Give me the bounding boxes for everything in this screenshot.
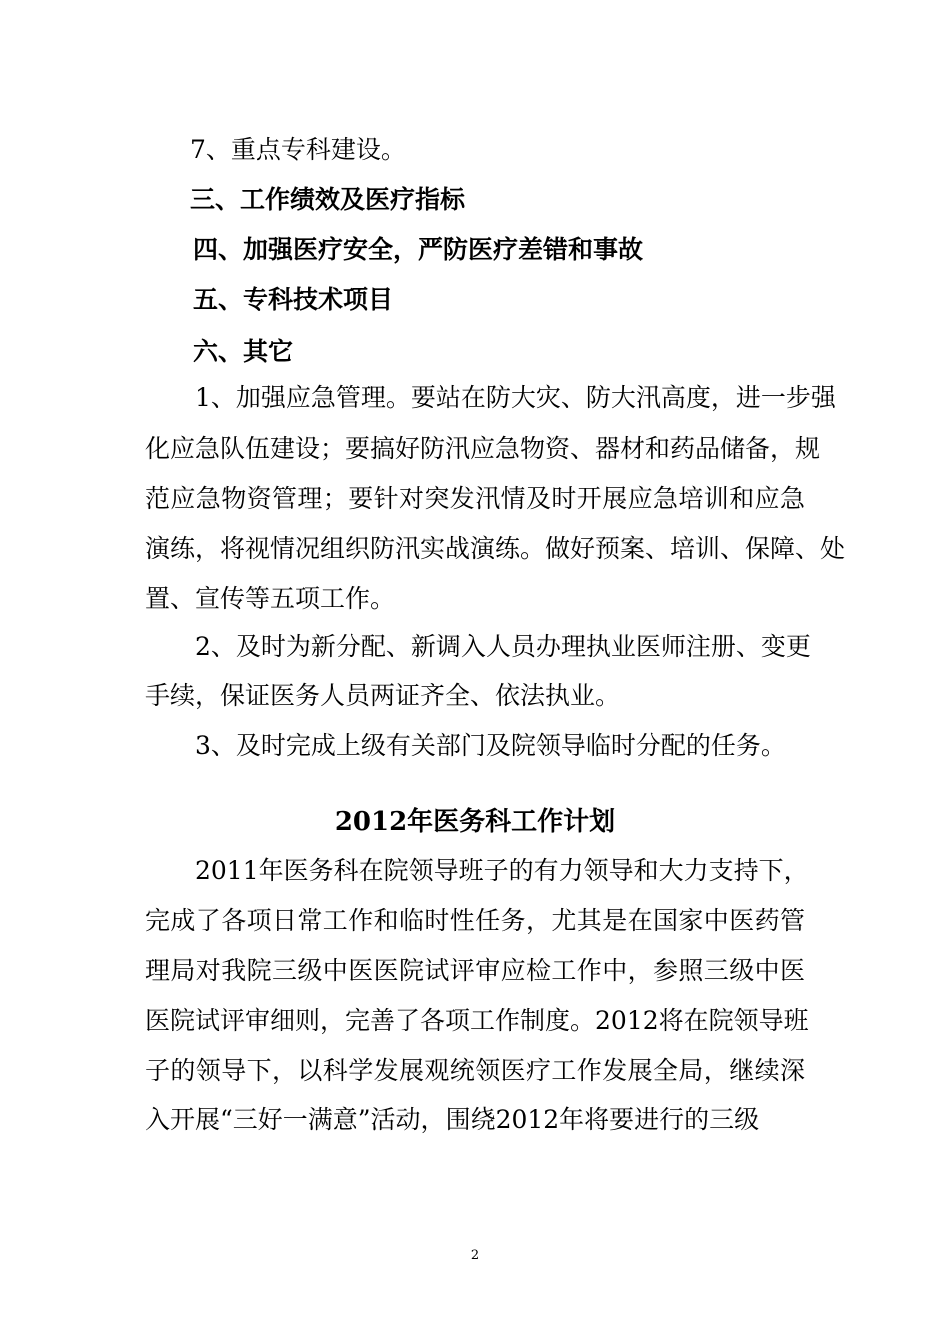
paragraph-line: 完成了各项日常工作和临时性任务，尤其是在国家中医药管	[145, 906, 805, 935]
paragraph-line: 3、及时完成上级有关部门及院领导临时分配的任务。	[195, 731, 786, 760]
paragraph-line: 2、及时为新分配、新调入人员办理执业医师注册、变更	[195, 632, 811, 661]
paragraph-line: 范应急物资管理；要针对突发汛情及时开展应急培训和应急	[145, 484, 805, 513]
paragraph-line: 医院试评审细则，完善了各项工作制度。2012将在院领导班	[145, 1006, 809, 1035]
paragraph-line: 演练，将视情况组织防汛实战演练。做好预案、培训、保障、处	[145, 534, 846, 563]
paragraph-line: 置、宣传等五项工作。	[145, 584, 396, 613]
paragraph-line: 入开展“三好一满意”活动，围绕2012年将要进行的三级	[145, 1105, 760, 1134]
paragraph-line: 手续，保证医务人员两证齐全、依法执业。	[145, 681, 621, 710]
paragraph-line: 理局对我院三级中医医院试评审应检工作中，参照三级中医	[145, 956, 805, 985]
page-number: 2	[470, 1248, 480, 1263]
paragraph-line: 2011年医务科在院领导班子的有力领导和大力支持下，	[195, 856, 809, 885]
paragraph-line: 子的领导下，以科学发展观统领医疗工作发展全局，继续深	[145, 1056, 805, 1085]
document-title: 2012年医务科工作计划	[334, 807, 616, 837]
paragraph-line: 1、加强应急管理。要站在防大灾、防大汛高度，进一步强	[195, 383, 836, 412]
section-heading-5: 五、专科技术项目	[193, 285, 394, 314]
section-heading-3: 三、工作绩效及医疗指标	[190, 185, 466, 214]
section-heading-6: 六、其它	[193, 337, 294, 366]
paragraph-line: 化应急队伍建设；要搞好防汛应急物资、器材和药品储备，规	[145, 434, 821, 463]
list-item-7: 7、重点专科建设。	[190, 135, 406, 164]
section-heading-4: 四、加强医疗安全，严防医疗差错和事故	[193, 235, 644, 264]
